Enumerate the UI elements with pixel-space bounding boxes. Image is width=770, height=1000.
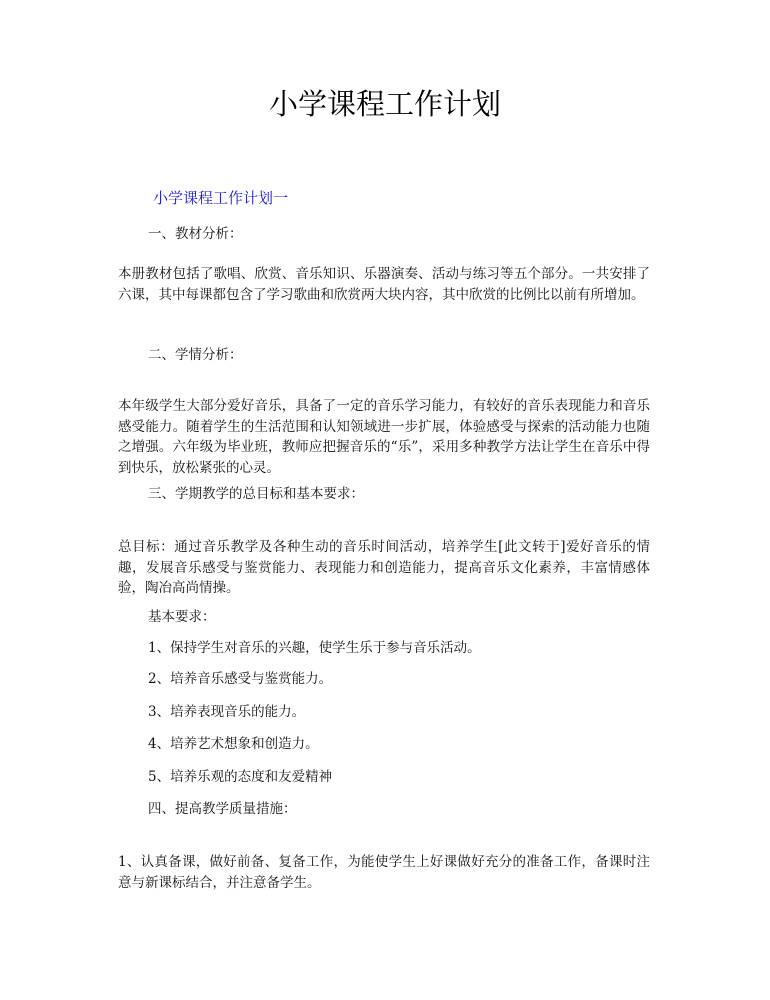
- requirement-item: 4、培养艺术想象和创造力。: [148, 736, 319, 752]
- section-heading-measures: 四、提高教学质量措施：: [148, 801, 297, 817]
- requirement-item: 1、保持学生对音乐的兴趣，使学生乐于参与音乐活动。: [148, 640, 481, 656]
- section-heading-students: 二、学情分析：: [148, 347, 243, 363]
- section-heading-materials: 一、教材分析：: [148, 226, 243, 242]
- paragraph-students: 本年级学生大部分爱好音乐，具备了一定的音乐学习能力，有较好的音乐表现能力和音乐感受能力。随着学生的生活范围和认知领域进一步扩展，体验感受与探索的活动能力也随之增强。六年级为毕业班，教师应把握音乐的“乐”，采用多种教学方法让学生在音乐中得到快乐，放松紧张的心灵。: [118, 398, 650, 476]
- paragraph-measures: 1、认真备课，做好前备、复备工作，为能使学生上好课做好充分的准备工作，备课时注意与新课标结合，并注意备学生。: [118, 854, 650, 891]
- requirement-item: 3、培养表现音乐的能力。: [148, 704, 306, 720]
- requirement-item: 5、培养乐观的态度和友爱精神: [148, 769, 333, 785]
- document-subtitle: 小学课程工作计划一: [153, 189, 289, 207]
- paragraph-materials: 本册教材包括了歌唱、欣赏、音乐知识、乐器演奏、活动与练习等五个部分。一共安排了六课，其中每课都包含了学习歌曲和欣赏两大块内容，其中欣赏的比例比以前有所增加。: [118, 266, 650, 303]
- basic-requirements-label: 基本要求：: [148, 609, 216, 625]
- paragraph-goals: 总目标：通过音乐教学及各种生动的音乐时间活动，培养学生[此文转于]爱好音乐的情趣，发展音乐感受与鉴赏能力、表现能力和创造能力，提高音乐文化素养，丰富情感体验，陶冶高尚情操。: [118, 539, 650, 596]
- document-title: 小学课程工作计划: [268, 87, 501, 121]
- requirement-item: 2、培养音乐感受与鉴赏能力。: [148, 671, 333, 687]
- section-heading-goals: 三、学期教学的总目标和基本要求：: [148, 486, 364, 502]
